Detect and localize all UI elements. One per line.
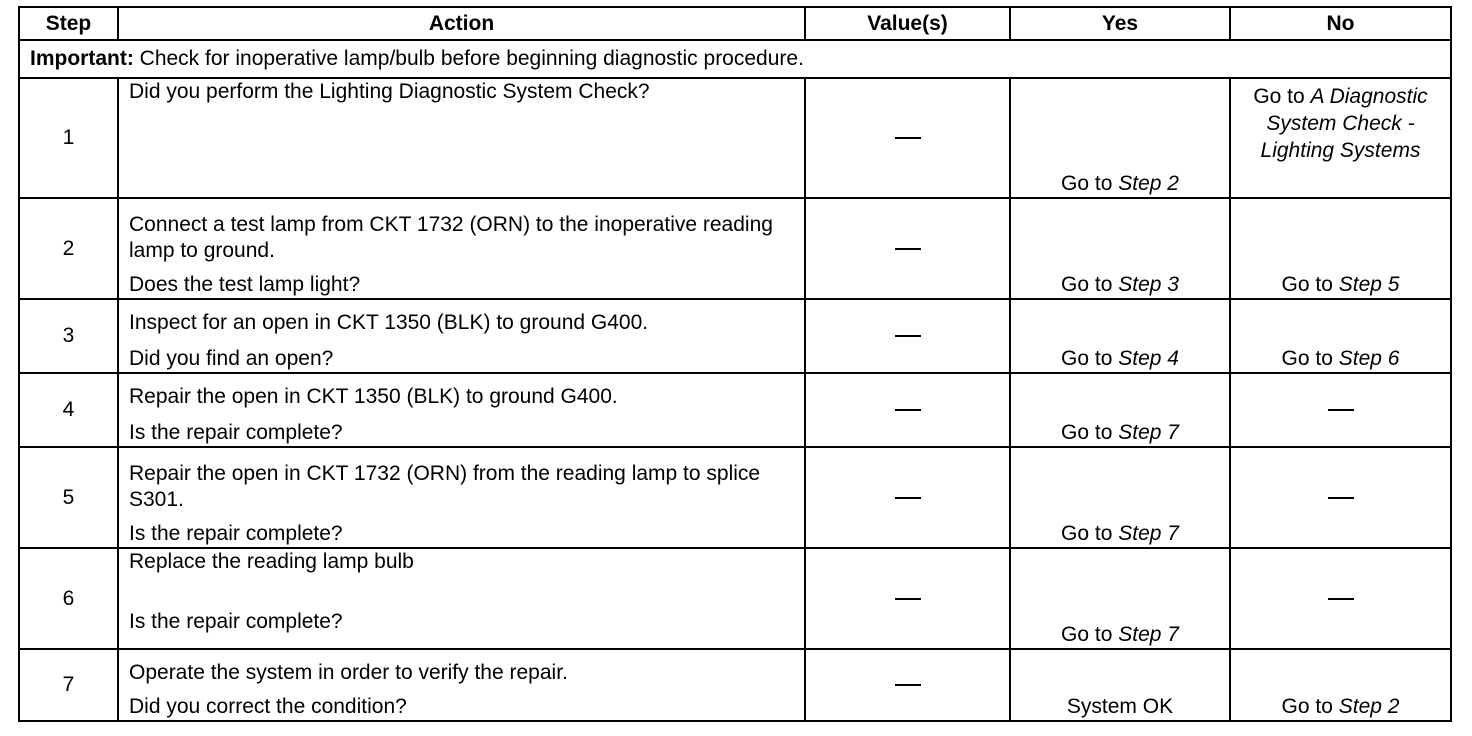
- value-dash: [895, 497, 921, 499]
- no-link[interactable]: Step 6: [1338, 347, 1400, 370]
- step-number: 4: [19, 373, 118, 447]
- no-cell: [1230, 299, 1451, 373]
- action-question: Did you find an open?: [129, 347, 334, 370]
- action-text: Repair the open in CKT 1732 (ORN) from the reading lamp to splice S301.: [129, 462, 761, 511]
- value-cell: [805, 198, 1010, 299]
- value-dash: [895, 598, 921, 600]
- value-cell: [805, 649, 1010, 721]
- no-dash: [1328, 409, 1354, 411]
- action-text: Operate the system in order to verify the repair.: [129, 661, 568, 684]
- yes-cell: [1010, 78, 1230, 198]
- value-dash: [895, 335, 921, 337]
- action-cell: [118, 78, 805, 198]
- header-step: Step: [19, 7, 118, 40]
- value-cell: [805, 548, 1010, 649]
- no-dash: [1328, 598, 1354, 600]
- table-row: [19, 373, 1451, 447]
- action-cell: [118, 548, 805, 649]
- no-cell: [1230, 198, 1451, 299]
- important-note: [19, 40, 1451, 78]
- action-question: Is the repair complete?: [129, 421, 343, 444]
- yes-prefix: Go to: [1061, 522, 1119, 545]
- yes-link[interactable]: Step 3: [1118, 273, 1179, 296]
- action-cell: [118, 373, 805, 447]
- step-number: 6: [19, 548, 118, 649]
- no-link[interactable]: Step 2: [1338, 695, 1400, 718]
- action-cell: [118, 649, 805, 721]
- no-link[interactable]: Step 5: [1338, 273, 1400, 296]
- header-row: [19, 7, 1451, 40]
- step-number: 1: [19, 78, 118, 198]
- yes-link[interactable]: Step 4: [1118, 347, 1179, 370]
- important-note-row: [19, 40, 1451, 78]
- value-dash: [895, 137, 921, 139]
- action-text: Repair the open in CKT 1350 (BLK) to ground G400.: [129, 385, 618, 408]
- yes-link[interactable]: Step 7: [1118, 623, 1179, 646]
- action-question: Did you correct the condition?: [129, 695, 407, 718]
- yes-cell: [1010, 299, 1230, 373]
- header-values: Value(s): [805, 7, 1010, 40]
- no-prefix: Go to: [1281, 347, 1339, 370]
- table-row: [19, 447, 1451, 548]
- no-cell: [1230, 78, 1451, 198]
- step-number: 7: [19, 649, 118, 721]
- yes-link[interactable]: Step 7: [1118, 522, 1179, 545]
- header-action: Action: [118, 7, 805, 40]
- yes-cell: [1010, 198, 1230, 299]
- action-question: Does the test lamp light?: [129, 273, 361, 296]
- yes-cell: [1010, 373, 1230, 447]
- yes-prefix: Go to: [1061, 273, 1119, 296]
- yes-prefix: Go to: [1061, 347, 1119, 370]
- important-text: Check for inoperative lamp/bulb before beginning diagnostic procedure.: [133, 47, 804, 70]
- no-prefix: Go to: [1281, 695, 1339, 718]
- yes-cell: System OK: [1010, 649, 1230, 721]
- important-label: Important:: [30, 47, 134, 70]
- no-cell: [1230, 447, 1451, 548]
- action-question: Is the repair complete?: [129, 522, 343, 545]
- value-dash: [895, 684, 921, 686]
- table-row: [19, 198, 1451, 299]
- action-cell: [118, 447, 805, 548]
- table-row: [19, 649, 1451, 721]
- diagnostic-table: [18, 6, 1452, 722]
- value-cell: [805, 78, 1010, 198]
- value-cell: [805, 299, 1010, 373]
- value-cell: [805, 373, 1010, 447]
- yes-link[interactable]: Step 7: [1118, 421, 1179, 444]
- action-text: Connect a test lamp from CKT 1732 (ORN) to the inoperative reading lamp to ground.: [129, 213, 773, 262]
- action-text: Did you perform the Lighting Diagnostic System Check?: [129, 80, 650, 103]
- no-prefix: Go to: [1281, 273, 1339, 296]
- no-cell: [1230, 548, 1451, 649]
- no-cell: [1230, 649, 1451, 721]
- no-cell: [1230, 373, 1451, 447]
- step-number: 3: [19, 299, 118, 373]
- value-dash: [895, 409, 921, 411]
- table-row: [19, 548, 1451, 649]
- yes-prefix: Go to: [1061, 421, 1119, 444]
- yes-cell: [1010, 548, 1230, 649]
- value-cell: [805, 447, 1010, 548]
- yes-prefix: Go to: [1061, 172, 1119, 195]
- action-text: Inspect for an open in CKT 1350 (BLK) to ground G400.: [129, 311, 649, 334]
- action-cell: [118, 299, 805, 373]
- table-row: [19, 78, 1451, 198]
- table-row: [19, 299, 1451, 373]
- step-number: 5: [19, 447, 118, 548]
- no-link[interactable]: A Diagnostic System Check - Lighting Systems: [1260, 85, 1428, 162]
- yes-prefix: Go to: [1061, 623, 1119, 646]
- action-cell: [118, 198, 805, 299]
- no-prefix: Go to: [1253, 85, 1311, 108]
- action-text: Replace the reading lamp bulb: [129, 550, 414, 573]
- no-dash: [1328, 497, 1354, 499]
- header-yes: Yes: [1010, 7, 1230, 40]
- value-dash: [895, 248, 921, 250]
- step-number: 2: [19, 198, 118, 299]
- yes-link[interactable]: Step 2: [1118, 172, 1179, 195]
- header-no: No: [1230, 7, 1451, 40]
- action-question: Is the repair complete?: [129, 610, 343, 633]
- yes-cell: [1010, 447, 1230, 548]
